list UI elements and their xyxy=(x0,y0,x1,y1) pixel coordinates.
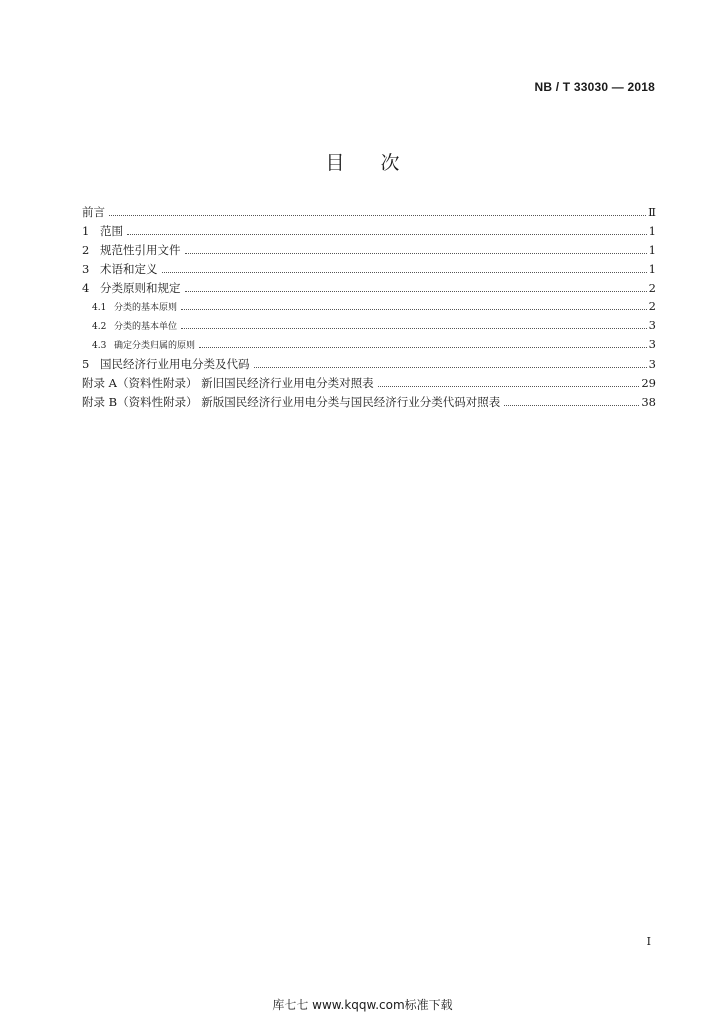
toc-entry-number: 5 xyxy=(82,357,90,371)
toc-entry-page: 1 xyxy=(648,224,656,238)
toc-entry-page: 2 xyxy=(648,299,656,313)
toc-leader-dots xyxy=(185,253,647,254)
watermark-text: 库七七 www.kqqw.com标准下载 xyxy=(272,998,453,1012)
toc-entry-text: 前言 xyxy=(82,205,105,219)
toc-entry-text: 国民经济行业用电分类及代码 xyxy=(100,357,250,371)
toc-entry-appendix-b[interactable] xyxy=(82,394,656,413)
table-of-contents xyxy=(82,204,656,413)
toc-entry-classification-codes[interactable] xyxy=(82,356,656,375)
toc-entry-page: 1 xyxy=(648,243,656,257)
toc-entry-number: 1 xyxy=(82,224,90,238)
toc-entry-text: 规范性引用文件 xyxy=(100,243,181,257)
toc-entry-scope[interactable] xyxy=(82,223,656,242)
toc-entry-number: 3 xyxy=(82,262,90,276)
toc-entry-text: 附录 A（资料性附录） 新旧国民经济行业用电分类对照表 xyxy=(82,376,374,390)
toc-entry-number: 4.1 xyxy=(92,303,107,313)
toc-leader-dots xyxy=(254,367,647,368)
toc-entry-page: 2 xyxy=(648,281,656,295)
toc-leader-dots xyxy=(127,234,647,235)
toc-entry-page: 3 xyxy=(648,318,656,332)
toc-entry-page: 1 xyxy=(648,262,656,276)
toc-entry-number: 4 xyxy=(82,281,90,295)
standard-number: NB / T 33030 — 2018 xyxy=(534,80,655,94)
toc-entry-text: 分类的基本原则 xyxy=(114,303,178,313)
toc-entry-page: 38 xyxy=(641,395,656,409)
toc-leader-dots xyxy=(199,347,647,348)
toc-entry-appendix-a[interactable] xyxy=(82,375,656,394)
toc-entry-number: 2 xyxy=(82,243,90,257)
toc-entry-page: Ⅱ xyxy=(648,205,656,219)
toc-entry-page: 29 xyxy=(641,376,656,390)
toc-entry-classification-principles[interactable] xyxy=(82,280,656,299)
toc-entry-text: 术语和定义 xyxy=(100,262,158,276)
toc-entry-page: 3 xyxy=(648,357,656,371)
toc-entry-terms-definitions[interactable] xyxy=(82,261,656,280)
toc-entry-number: 4.2 xyxy=(92,322,107,332)
toc-entry-text: 范围 xyxy=(100,224,123,238)
toc-entry-text: 分类原则和规定 xyxy=(100,281,181,295)
toc-entry-attribution-principles[interactable] xyxy=(82,337,656,356)
page-number: I xyxy=(646,935,651,948)
toc-entry-foreword[interactable] xyxy=(82,204,656,223)
toc-entry-basic-unit[interactable] xyxy=(82,318,656,337)
toc-title: 目次 xyxy=(325,152,436,174)
toc-entry-text: 分类的基本单位 xyxy=(114,322,178,332)
toc-leader-dots xyxy=(378,386,640,387)
toc-entry-basic-principles[interactable] xyxy=(82,299,656,318)
toc-leader-dots xyxy=(181,328,647,329)
toc-entry-text: 附录 B（资料性附录） 新版国民经济行业用电分类与国民经济行业分类代码对照表 xyxy=(82,395,501,409)
toc-entry-page: 3 xyxy=(648,337,656,351)
toc-leader-dots xyxy=(504,405,639,406)
toc-leader-dots xyxy=(181,309,647,310)
toc-entry-normative-references[interactable] xyxy=(82,242,656,261)
toc-leader-dots xyxy=(185,291,647,292)
toc-entry-text: 确定分类归属的原则 xyxy=(114,341,196,351)
toc-entry-number: 4.3 xyxy=(92,341,107,351)
toc-leader-dots xyxy=(162,272,647,273)
toc-leader-dots xyxy=(109,215,646,216)
